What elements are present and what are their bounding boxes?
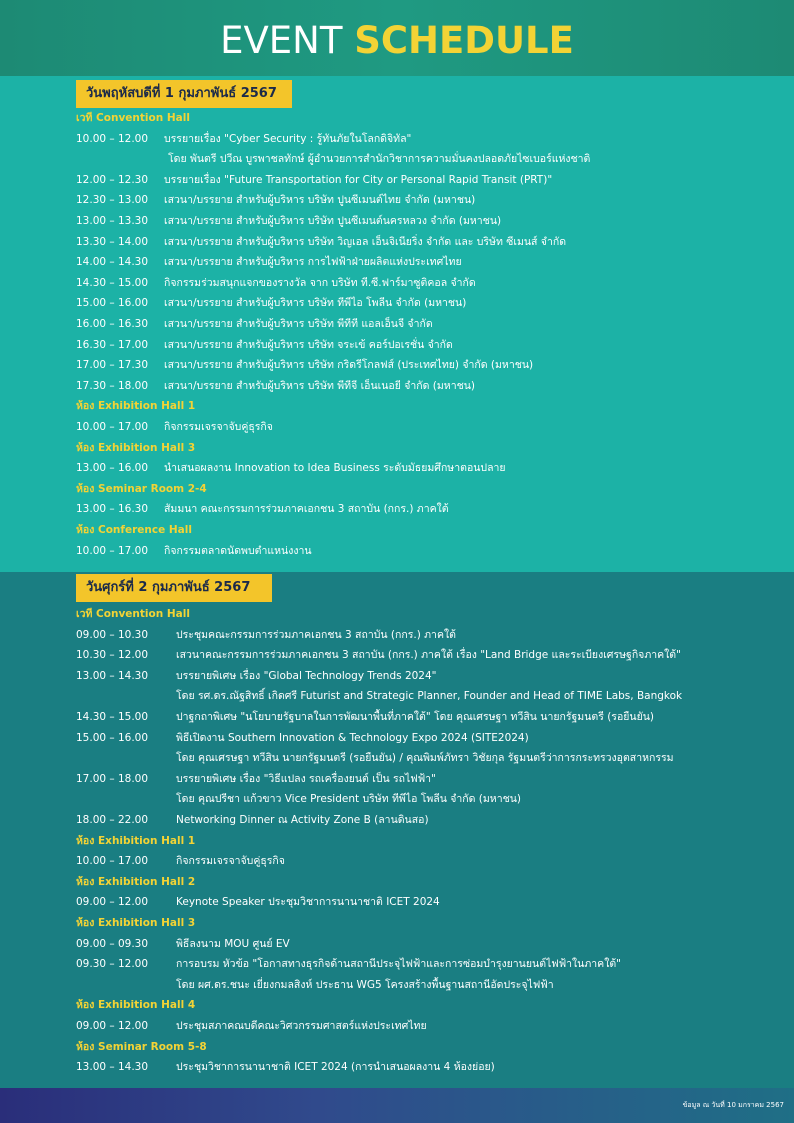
schedule-row xyxy=(0,748,794,768)
session-time: 13.00 – 13.30 xyxy=(76,215,149,227)
schedule-row xyxy=(0,810,794,830)
session-description: โดย พันตรี ปวีณ บูรพาชลทักษ์ ผู้อำนวยการสำนักวิชาการความมั่นคงปลอดภัยไซเบอร์แห่งชาติ xyxy=(168,153,591,165)
session-time: 12.00 – 12.30 xyxy=(76,174,149,186)
schedule-row xyxy=(0,314,794,334)
session-time: 09.00 – 09.30 xyxy=(76,938,149,950)
schedule-row xyxy=(0,376,794,396)
schedule-row xyxy=(0,252,794,272)
session-description: เสวนา/บรรยาย สำหรับผู้บริหาร บริษัท พีทีที แอลเอ็นจี จำกัด xyxy=(164,318,433,330)
venue-heading: ห้อง Exhibition Hall 2 xyxy=(76,876,196,888)
schedule-row xyxy=(0,293,794,313)
schedule-row xyxy=(0,934,794,954)
footer-note: ข้อมูล ณ วันที่ 10 มกราคม 2567 xyxy=(682,1101,784,1109)
session-time: 10.00 – 17.00 xyxy=(76,421,149,433)
venue-heading: ห้อง Exhibition Hall 4 xyxy=(76,999,196,1011)
session-description: ปาฐกถาพิเศษ "นโยบายรัฐบาลในการพัฒนาพื้นที่ภาคใต้" โดย คุณเศรษฐา ทวีสิน นายกรัฐมนตรี (รอยืนยัน) xyxy=(176,711,655,723)
session-description: กิจกรรมร่วมสนุกแจกของรางวัล จาก บริษัท ที.ซี.ฟาร์มาซูติคอล จำกัด xyxy=(164,277,476,289)
page-title xyxy=(0,18,794,64)
session-time: 14.30 – 15.00 xyxy=(76,711,149,723)
session-time: 18.00 – 22.00 xyxy=(76,814,149,826)
session-time: 09.00 – 10.30 xyxy=(76,629,149,641)
session-time: 10.00 – 12.00 xyxy=(76,133,149,145)
session-description: โดย รศ.ดร.ณัฐสิทธิ์ เกิดศรี Futurist and Strategic Planner, Founder and Head of TIME Labs, Bangkok xyxy=(176,690,683,702)
session-description: สัมมนา คณะกรรมการร่วมภาคเอกชน 3 สถาบัน (กกร.) ภาคใต้ xyxy=(164,503,449,515)
session-description: โดย คุณปรีชา แก้วขาว Vice President บริษัท ทีพีไอ โพลีน จำกัด (มหาชน) xyxy=(176,793,522,805)
session-description: เสวนา/บรรยาย สำหรับผู้บริหาร บริษัท กริดรีโกลฟส์ (ประเทศไทย) จำกัด (มหาชน) xyxy=(164,359,534,371)
session-time: 09.00 – 12.00 xyxy=(76,1020,149,1032)
session-time: 15.00 – 16.00 xyxy=(76,732,149,744)
schedule-row xyxy=(0,149,794,169)
session-time: 14.30 – 15.00 xyxy=(76,277,149,289)
schedule-row xyxy=(0,728,794,748)
session-time: 10.00 – 17.00 xyxy=(76,855,149,867)
session-time: 13.30 – 14.00 xyxy=(76,236,149,248)
schedule-row xyxy=(0,1057,794,1077)
schedule-row xyxy=(0,541,794,561)
schedule-row xyxy=(0,458,794,478)
session-time: 17.00 – 17.30 xyxy=(76,359,149,371)
venue-heading: ห้อง Exhibition Hall 1 xyxy=(76,400,196,412)
schedule-row xyxy=(0,625,794,645)
session-description: เสวนา/บรรยาย สำหรับผู้บริหาร บริษัท ทีพีไอ โพลีน จำกัด (มหาชน) xyxy=(164,297,467,309)
schedule-row xyxy=(0,975,794,995)
session-description: นำเสนอผลงาน Innovation to Idea Business ระดับมัธยมศึกษาตอนปลาย xyxy=(164,462,506,474)
schedule-row xyxy=(0,273,794,293)
session-time: 13.00 – 16.00 xyxy=(76,462,149,474)
session-time: 14.00 – 14.30 xyxy=(76,256,149,268)
venue-heading: เวที Convention Hall xyxy=(76,608,190,620)
venue-heading: ห้อง Exhibition Hall 3 xyxy=(76,442,196,454)
session-description: ประชุมวิชาการนานาชาติ ICET 2024 (การนำเสนอผลงาน 4 ห้องย่อย) xyxy=(176,1061,495,1073)
session-time: 12.30 – 13.00 xyxy=(76,194,149,206)
session-description: กิจกรรมเจรจาจับคู่ธุรกิจ xyxy=(164,421,273,433)
schedule-row xyxy=(0,232,794,252)
title-main: EVENT xyxy=(220,19,343,62)
session-description: พิธีเปิดงาน Southern Innovation & Technology Expo 2024 (SITE2024) xyxy=(176,732,529,744)
session-description: กิจกรรมตลาดนัดพบตำแหน่งงาน xyxy=(164,545,312,557)
session-description: เสวนา/บรรยาย สำหรับผู้บริหาร การไฟฟ้าฝ่ายผลิตแห่งประเทศไทย xyxy=(164,256,462,268)
venue-heading: ห้อง Seminar Room 2-4 xyxy=(76,483,207,495)
session-time: 09.00 – 12.00 xyxy=(76,896,149,908)
session-time: 10.30 – 12.00 xyxy=(76,649,149,661)
session-description: เสวนา/บรรยาย สำหรับผู้บริหาร บริษัท ปูนซีเมนต์นครหลวง จำกัด (มหาชน) xyxy=(164,215,502,227)
schedule-row xyxy=(0,769,794,789)
title-accent: SCHEDULE xyxy=(354,19,574,62)
venue-heading: เวที Convention Hall xyxy=(76,112,190,124)
session-time: 13.00 – 14.30 xyxy=(76,1061,149,1073)
schedule-row xyxy=(0,851,794,871)
schedule-row xyxy=(0,190,794,210)
session-time: 17.00 – 18.00 xyxy=(76,773,149,785)
session-time: 16.00 – 16.30 xyxy=(76,318,149,330)
schedule-row xyxy=(0,417,794,437)
schedule-row xyxy=(0,892,794,912)
session-description: Keynote Speaker ประชุมวิชาการนานาชาติ ICET 2024 xyxy=(176,896,440,908)
session-description: บรรยายพิเศษ เรื่อง "Global Technology Trends 2024" xyxy=(176,670,437,682)
day1-heading: วันพฤหัสบดีที่ 1 กุมภาพันธ์ 2567 xyxy=(76,80,292,108)
venue-heading: ห้อง Exhibition Hall 1 xyxy=(76,835,196,847)
session-time: 17.30 – 18.00 xyxy=(76,380,149,392)
day2-heading: วันศุกร์ที่ 2 กุมภาพันธ์ 2567 xyxy=(76,574,272,602)
schedule-row xyxy=(0,645,794,665)
schedule-row xyxy=(0,707,794,727)
session-description: โดย ผศ.ดร.ชนะ เยี่ยงกมลสิงห์ ประธาน WG5 โครงสร้างพื้นฐานสถานีอัดประจุไฟฟ้า xyxy=(176,979,554,991)
session-description: Networking Dinner ณ Activity Zone B (ลานดินสอ) xyxy=(176,814,429,826)
session-description: เสวนา/บรรยาย สำหรับผู้บริหาร บริษัท จระเข้ คอร์ปอเรชั่น จำกัด xyxy=(164,339,453,351)
session-description: กิจกรรมเจรจาจับคู่ธุรกิจ xyxy=(176,855,285,867)
schedule-row xyxy=(0,789,794,809)
session-description: บรรยายเรื่อง "Future Transportation for City or Personal Rapid Transit (PRT)" xyxy=(164,174,553,186)
schedule-row xyxy=(0,129,794,149)
schedule-row xyxy=(0,1016,794,1036)
session-time: 13.00 – 14.30 xyxy=(76,670,149,682)
schedule-row xyxy=(0,335,794,355)
schedule-row xyxy=(0,355,794,375)
schedule-row xyxy=(0,170,794,190)
session-description: การอบรม หัวข้อ "โอกาสทางธุรกิจด้านสถานีประจุไฟฟ้าและการซ่อมบำรุงยานยนต์ไฟฟ้าในภาคใต้" xyxy=(176,958,621,970)
schedule-row xyxy=(0,686,794,706)
schedule-row xyxy=(0,666,794,686)
session-description: เสวนา/บรรยาย สำหรับผู้บริหาร บริษัท ปูนซีเมนต์ไทย จำกัด (มหาชน) xyxy=(164,194,476,206)
schedule-row xyxy=(0,211,794,231)
schedule-row xyxy=(0,499,794,519)
session-description: ประชุมสภาคณบดีคณะวิศวกรรมศาสตร์แห่งประเทศไทย xyxy=(176,1020,427,1032)
session-description: ประชุมคณะกรรมการร่วมภาคเอกชน 3 สถาบัน (กกร.) ภาคใต้ xyxy=(176,629,456,641)
session-time: 16.30 – 17.00 xyxy=(76,339,149,351)
session-description: เสวนา/บรรยาย สำหรับผู้บริหาร บริษัท พีทีจี เอ็นเนอยี จำกัด (มหาชน) xyxy=(164,380,476,392)
schedule-row xyxy=(0,954,794,974)
session-time: 15.00 – 16.00 xyxy=(76,297,149,309)
page-header xyxy=(0,0,794,76)
venue-heading: ห้อง Seminar Room 5-8 xyxy=(76,1041,207,1053)
session-description: พิธีลงนาม MOU ศูนย์ EV xyxy=(176,938,290,950)
venue-heading: ห้อง Exhibition Hall 3 xyxy=(76,917,196,929)
venue-heading: ห้อง Conference Hall xyxy=(76,524,192,536)
session-description: บรรยายเรื่อง "Cyber Security : รู้ทันภัยในโลกดิจิทัล" xyxy=(164,133,412,145)
session-description: โดย คุณเศรษฐา ทวีสิน นายกรัฐมนตรี (รอยืนยัน) / คุณพิมพ์ภัทรา วิชัยกุล รัฐมนตรีว่าการกระทรวงอุตสาหกรรม xyxy=(176,752,674,764)
page-footer xyxy=(0,1088,794,1123)
session-description: เสวนาคณะกรรมการร่วมภาคเอกชน 3 สถาบัน (กกร.) ภาคใต้ เรื่อง "Land Bridge และระเบียงเศรษฐกิจภาคใต้" xyxy=(176,649,681,661)
session-time: 09.30 – 12.00 xyxy=(76,958,149,970)
session-description: บรรยายพิเศษ เรื่อง "วิธีแปลง รถเครื่องยนต์ เป็น รถไฟฟ้า" xyxy=(176,773,436,785)
session-time: 10.00 – 17.00 xyxy=(76,545,149,557)
session-description: เสวนา/บรรยาย สำหรับผู้บริหาร บริษัท วิญเอล เอ็นจิเนียริ่ง จำกัด และ บริษัท ซีเมนส์ จำกัด xyxy=(164,236,567,248)
session-time: 13.00 – 16.30 xyxy=(76,503,149,515)
